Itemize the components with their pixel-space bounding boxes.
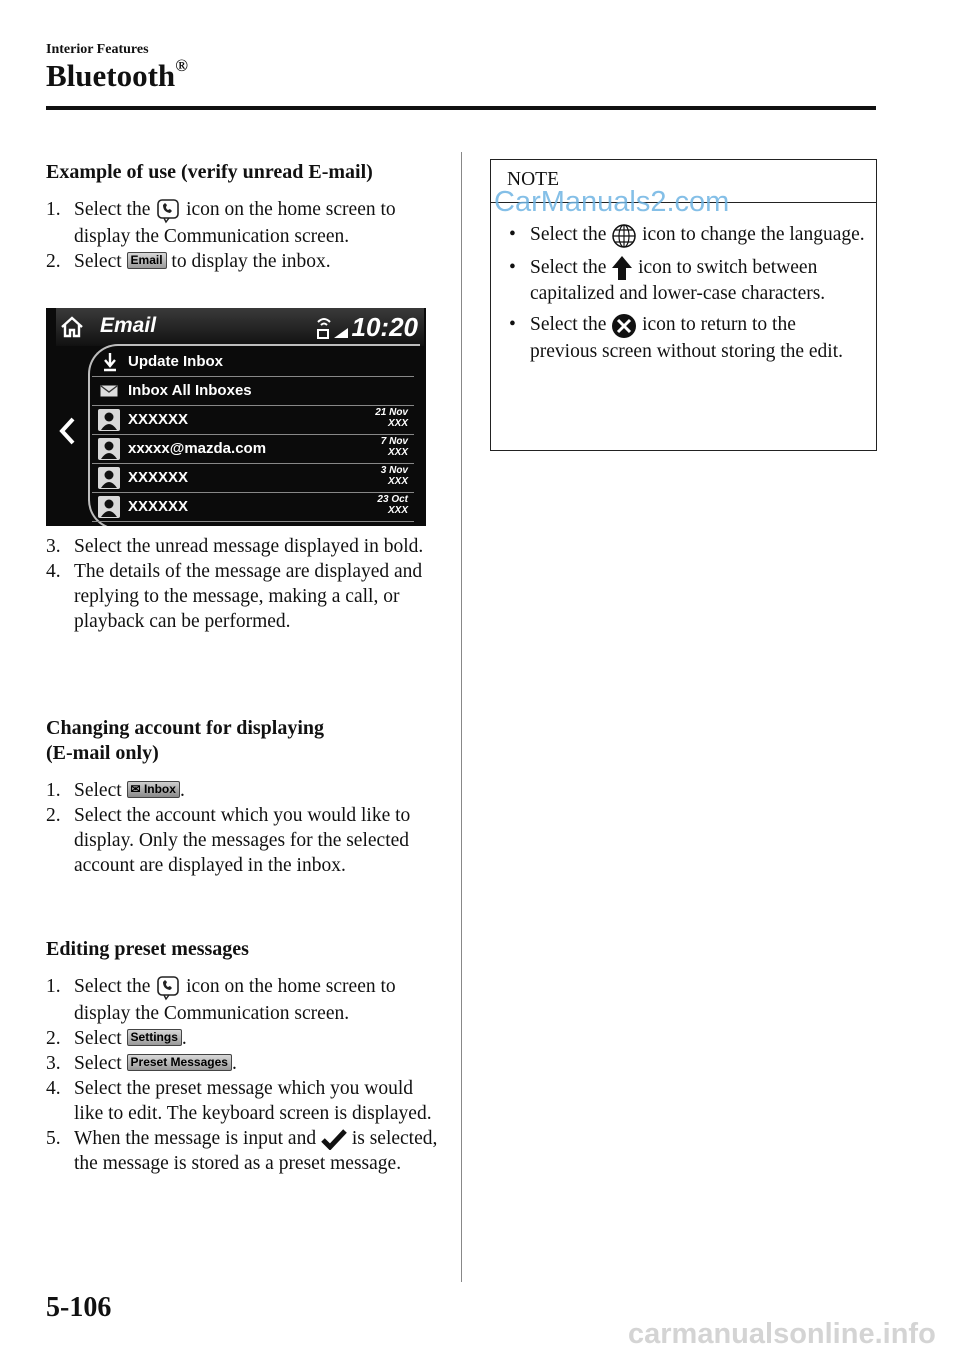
bullet: •: [509, 224, 516, 245]
step-text: Select the unread message displayed in bold.: [74, 536, 424, 557]
section-verify-email-cont: [46, 534, 441, 634]
shift-arrow-icon: [611, 255, 633, 281]
step-5: [46, 1126, 441, 1176]
step-text-post: is selected, the message is stored as a preset message.: [74, 1127, 438, 1174]
step-text-post: to display the inbox.: [171, 250, 331, 272]
step-text-post: .: [181, 1027, 187, 1049]
contact-avatar-icon: [98, 409, 120, 431]
message-sender: xxxxx@mazda.com: [128, 440, 267, 457]
watermark-text: CarManuals2.com: [494, 186, 730, 218]
checkmark-icon: [321, 1128, 347, 1150]
step-3: [46, 534, 441, 559]
header-rule: [46, 106, 876, 110]
column-divider: [461, 152, 462, 1282]
step-text-post: icon on the home screen to display the Communication screen.: [74, 199, 396, 247]
step-text-pre: Select: [74, 1052, 122, 1074]
chapter-title-text: Bluetooth: [46, 58, 176, 93]
list-item-label: Update Inbox: [128, 353, 224, 370]
step-2: [46, 249, 441, 274]
message-date-day: 23 Oct: [377, 494, 408, 505]
message-row: [92, 493, 414, 522]
step-text-pre: Select the: [74, 199, 151, 220]
step-text-pre: When the message is input and: [74, 1127, 317, 1149]
step-list: [46, 778, 441, 878]
note-item-cancel: [505, 312, 865, 364]
note-text-pre: Select the: [530, 314, 607, 336]
step-2: [46, 1026, 441, 1051]
page-number: 5-106: [46, 1292, 112, 1323]
step-number: 3.: [46, 1052, 61, 1074]
email-screen-illustration: [46, 308, 426, 526]
message-date: [377, 494, 408, 516]
preset-messages-button-icon: Preset Messages: [127, 1054, 232, 1071]
section-heading-line1: Changing account for displaying: [46, 717, 325, 739]
message-date: [375, 407, 408, 429]
download-arrow-icon: [102, 352, 118, 372]
step-text-pre: Select: [74, 1027, 122, 1049]
bullet: •: [509, 314, 516, 336]
screen-title: Email: [100, 314, 157, 337]
step-4: [46, 559, 441, 634]
step-text: Select the preset message which you would like to edit. The keyboard screen is displayed.: [74, 1077, 432, 1124]
communication-icon: [155, 198, 181, 224]
inbox-button-label: Inbox: [143, 782, 176, 796]
list-item-label: Inbox All Inboxes: [128, 382, 252, 399]
step-text: The details of the message are displayed and replying to the message, making a call, or playback can be performed.: [74, 561, 423, 632]
message-date-sub: XXX: [387, 418, 408, 429]
step-text: Select the account which you would like to display. Only the messages for the selected account are displayed in the inbox.: [74, 805, 411, 876]
step-list: [46, 534, 441, 634]
step-number: 4.: [46, 561, 61, 582]
inbox-button-icon: [127, 781, 180, 798]
message-row: [92, 435, 414, 464]
section-editing-preset: [46, 937, 441, 1176]
step-text-pre: Select: [74, 250, 122, 272]
section-heading-line2: (E-mail only): [46, 742, 159, 764]
step-text-post: .: [231, 1052, 237, 1074]
contact-avatar-icon: [98, 496, 120, 518]
settings-button-icon: Settings: [127, 1029, 182, 1046]
screen-title-bar: [56, 308, 424, 346]
list-item-update-inbox: [92, 348, 414, 377]
message-date-day: 3 Nov: [380, 465, 408, 476]
step-text-post: .: [179, 780, 185, 801]
section-changing-account: [46, 716, 441, 878]
step-3: [46, 1051, 441, 1076]
step-number: 2.: [46, 1027, 61, 1049]
message-date-day: 7 Nov: [380, 436, 408, 447]
note-text-pre: Select the: [530, 224, 607, 245]
step-text-pre: Select the: [74, 976, 151, 997]
registered-mark: ®: [175, 56, 188, 75]
envelope-icon: [100, 385, 118, 397]
note-text-post: icon to switch between capitalized and lower-case characters.: [530, 256, 826, 305]
section-heading: Example of use (verify unread E-mail): [46, 161, 373, 183]
note-list: [505, 222, 865, 370]
message-row: [92, 406, 414, 435]
footer-watermark: carmanualsonline.info: [628, 1318, 936, 1350]
clock-display: 10:20: [351, 312, 418, 342]
note-item-language: [505, 222, 865, 249]
message-sender: XXXXXX: [128, 411, 189, 428]
cancel-circle-x-icon: [611, 313, 637, 339]
email-button-icon: Email: [127, 252, 167, 269]
note-item-shift: [505, 255, 865, 307]
step-number: 2.: [46, 250, 61, 272]
section-heading: [46, 716, 441, 766]
step-number: 4.: [46, 1077, 61, 1099]
section-label: Interior Features: [46, 42, 149, 57]
section-heading: Editing preset messages: [46, 938, 249, 960]
message-date: [381, 465, 408, 487]
globe-icon: [611, 223, 637, 249]
section-verify-email: [46, 160, 441, 274]
message-date-sub: XXX: [387, 505, 408, 516]
step-number: 5.: [46, 1127, 61, 1149]
message-sender: XXXXXX: [128, 498, 189, 515]
note-text-pre: Select the: [530, 256, 607, 278]
step-number: 3.: [46, 536, 61, 557]
note-text-post: icon to change the language.: [642, 224, 865, 245]
step-text-post: icon on the home screen to display the Communication screen.: [74, 976, 396, 1024]
contact-avatar-icon: [98, 467, 120, 489]
step-text-pre: Select: [74, 780, 122, 801]
message-sender: XXXXXX: [128, 469, 189, 486]
message-date-sub: XXX: [387, 447, 408, 458]
step-1: [46, 974, 441, 1026]
chapter-title: [46, 58, 188, 94]
home-icon: [60, 316, 84, 338]
step-1: [46, 778, 441, 803]
step-4: [46, 1076, 441, 1126]
signal-status-icon: [312, 312, 352, 342]
step-number: 1.: [46, 976, 61, 997]
message-date-sub: XXX: [387, 476, 408, 487]
note-text-post: icon to return to the previous screen without storing the edit.: [530, 314, 844, 362]
step-1: [46, 197, 441, 249]
bullet: •: [509, 256, 516, 278]
step-number: 1.: [46, 780, 61, 801]
message-date: [381, 436, 408, 458]
envelope-icon: ✉: [130, 782, 141, 796]
step-list: [46, 974, 441, 1176]
step-list: [46, 197, 441, 274]
note-heading: NOTE: [507, 169, 559, 190]
step-number: 2.: [46, 805, 61, 826]
contact-avatar-icon: [98, 438, 120, 460]
message-date-day: 21 Nov: [375, 407, 408, 418]
communication-icon: [155, 975, 181, 1001]
back-arrow-icon: [58, 416, 78, 446]
list-item-inbox-all: [92, 377, 414, 406]
step-number: 1.: [46, 199, 61, 220]
message-row: [92, 464, 414, 493]
step-2: [46, 803, 441, 878]
